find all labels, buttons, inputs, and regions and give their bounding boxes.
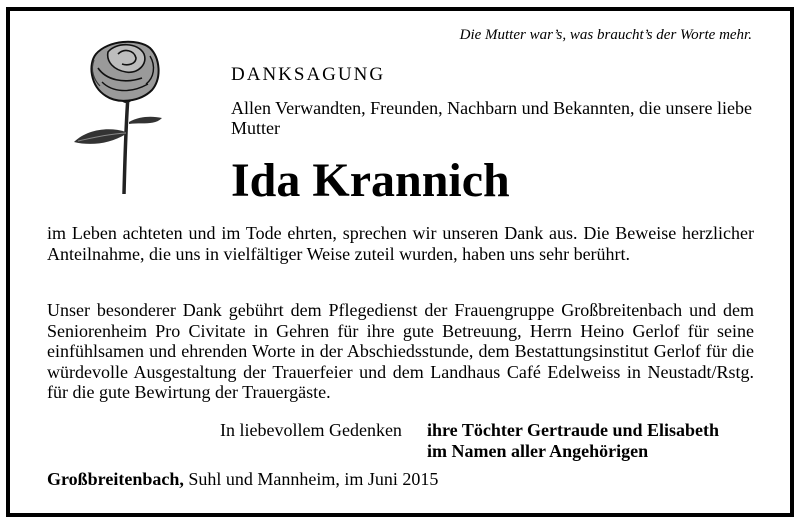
signers-line-2: im Namen aller Angehörigen bbox=[427, 441, 649, 461]
paragraph-thanks: im Leben achteten und im Tode ehrten, sprechen wir unseren Dank aus. Die Beweise herzlicher Anteilnahme, die uns in vielfältiger Weise zuteil wurden, haben uns sehr berührt. bbox=[47, 223, 754, 264]
footer-place-date bbox=[47, 469, 438, 490]
footer-rest: Suhl und Mannheim, im Juni 2015 bbox=[183, 469, 439, 489]
motto: Die Mutter war’s, was braucht’s der Worte mehr. bbox=[459, 27, 752, 43]
signers bbox=[427, 420, 719, 462]
memorial-label: In liebevollem Gedenken bbox=[220, 420, 402, 440]
footer-place: Großbreitenbach, bbox=[47, 469, 184, 489]
deceased-name: Ida Krannich bbox=[231, 154, 510, 207]
paragraph-special-thanks: Unser besonderer Dank gebührt dem Pflegedienst der Frauengruppe Großbreitenbach und dem Seniorenheim Pro Civitate in Gehren für ihre gute Betreuung, Herrn Heino Gerlof für seine einfühlsamen und ehrenden Worte in der Abschiedsstunde, dem Bestattungsinstitut Gerlof für die würdevolle Ausgestaltung der Trauerfeier und dem Landhaus Café Edelweiss in Neustadt/Rstg. für die gute Bewirtung der Trauergäste. bbox=[47, 300, 754, 402]
signers-line-1: ihre Töchter Gertraude und Elisabeth bbox=[427, 420, 720, 440]
intro-text: Allen Verwandten, Freunden, Nachbarn und Bekannten, die unsere liebe Mutter bbox=[231, 98, 752, 138]
rose-icon bbox=[68, 34, 178, 198]
heading-danksagung: DANKSAGUNG bbox=[231, 64, 386, 85]
